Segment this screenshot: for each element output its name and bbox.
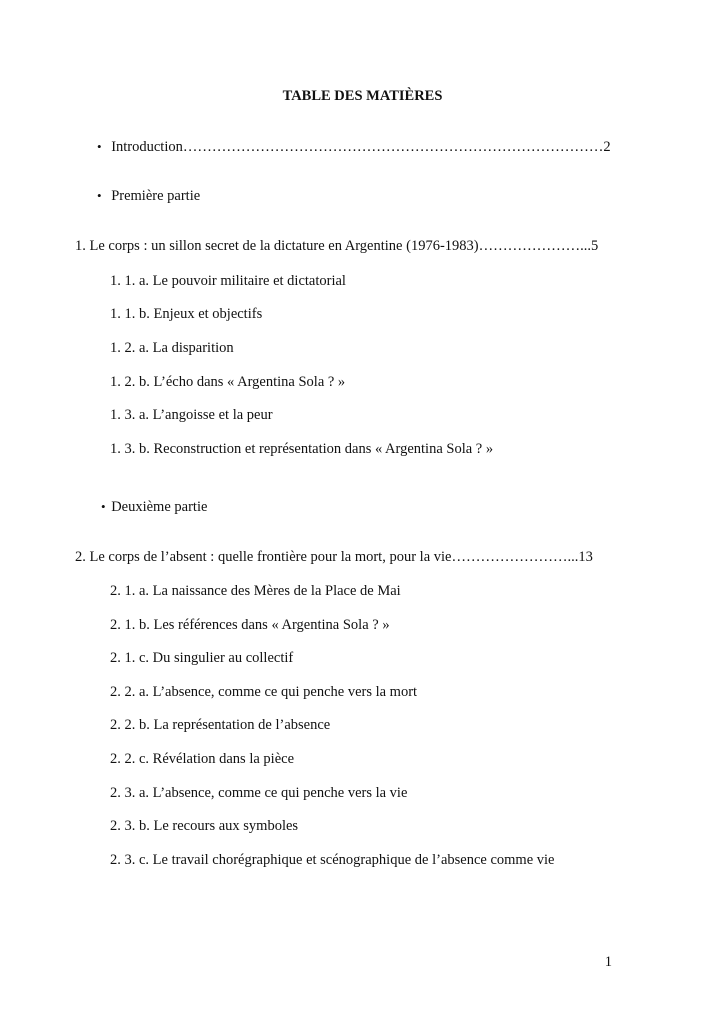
toc-section: 2. 3. c. Le travail chorégraphique et scénographique de l’absence comme vie <box>110 852 555 868</box>
toc-section: 2. 3. b. Le recours aux symboles <box>110 818 299 834</box>
toc-section: 2. 2. b. La représentation de l’absence <box>110 717 331 733</box>
toc-section: 1. 1. a. Le pouvoir militaire et dictatorial <box>110 273 346 289</box>
toc-section: 1. 2. b. L’écho dans « Argentina Sola ? » <box>110 374 346 390</box>
toc-section: 2. 1. a. La naissance des Mères de la Place de Mai <box>110 583 401 599</box>
toc-part-2 <box>101 498 207 516</box>
toc-section: 2. 1. b. Les références dans « Argentina Sola ? » <box>110 617 390 633</box>
toc-part-label: Première partie <box>111 188 201 204</box>
bullet-icon: • <box>97 188 102 203</box>
toc-section: 2. 2. c. Révélation dans la pièce <box>110 751 295 767</box>
toc-section: 1. 1. b. Enjeux et objectifs <box>110 306 263 322</box>
toc-entry-introduction <box>97 138 611 156</box>
toc-title: TABLE DES MATIÈRES <box>282 88 443 104</box>
toc-entry-label: Introduction……………………………………………………………………………2 <box>111 139 611 155</box>
toc-section: 1. 3. b. Reconstruction et représentation dans « Argentina Sola ? » <box>110 441 494 457</box>
bullet-icon: • <box>101 499 106 514</box>
page-number: 1 <box>604 954 612 970</box>
toc-section: 2. 3. a. L’absence, comme ce qui penche vers la vie <box>110 785 408 801</box>
toc-section: 1. 3. a. L’angoisse et la peur <box>110 407 273 423</box>
toc-section: 2. 1. c. Du singulier au collectif <box>110 650 294 666</box>
toc-part-label: Deuxième partie <box>111 499 208 515</box>
toc-section: 2. 2. a. L’absence, comme ce qui penche vers la mort <box>110 684 418 700</box>
toc-chapter-2: 2. Le corps de l’absent : quelle frontière pour la mort, pour la vie……………………...13 <box>75 549 593 565</box>
toc-part-1 <box>97 187 200 205</box>
toc-chapter-1: 1. Le corps : un sillon secret de la dictature en Argentine (1976-1983)…………………...5 <box>75 238 599 254</box>
bullet-icon: • <box>97 139 102 154</box>
toc-section: 1. 2. a. La disparition <box>110 340 234 356</box>
